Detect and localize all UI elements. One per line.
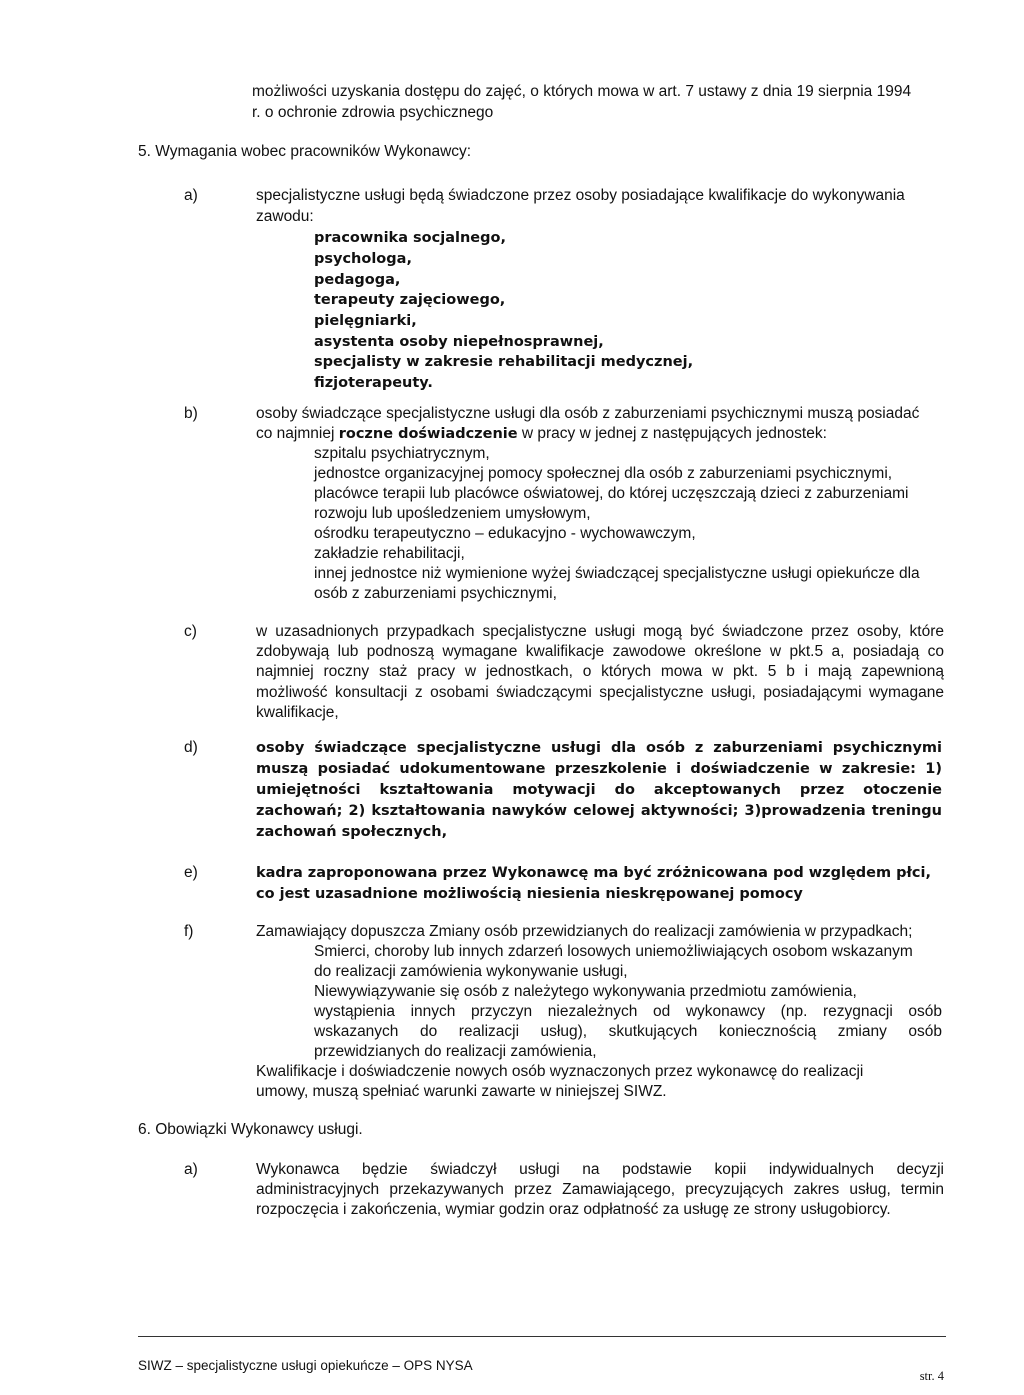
item-f-sub-line: Niewywiązywanie się osób z należytego wykonywania przedmiotu zamówienia,: [314, 983, 857, 1000]
item-d-marker: d): [184, 739, 198, 756]
unit-item: innej jednostce niż wymienione wyżej świadczącej specjalistyczne usługi opiekuńcze dla: [314, 565, 920, 582]
item-c-marker: c): [184, 623, 197, 640]
profession-item: specjalisty w zakresie rehabilitacji medycznej,: [314, 354, 694, 370]
profession-item: fizjoterapeuty.: [314, 375, 433, 391]
item-b-marker: b): [184, 405, 198, 422]
item-f-line-1: Zamawiający dopuszcza Zmiany osób przewidzianych do realizacji zamówienia w przypadkach;: [256, 923, 913, 940]
profession-item: pedagoga,: [314, 272, 401, 288]
unit-item: osób z zaburzeniami psychicznymi,: [314, 585, 557, 602]
item-6a-line: rozpoczęcia i zakończenia, wymiar godzin oraz odpłatność za usługę ze strony usługobiorcy.: [256, 1201, 891, 1218]
item-6a-line: administracyjnych przekazywanych przez Zamawiającego, precyzujących zakres usług, termin: [256, 1181, 944, 1198]
unit-item: szpitalu psychiatrycznym,: [314, 445, 490, 462]
item-f-sub-line: wystąpienia innych przyczyn niezależnych od wykonawcy (np. rezygnacji osób: [314, 1003, 942, 1020]
unit-item: jednostce organizacyjnej pomocy społecznej dla osób z zaburzeniami psychicznymi,: [314, 465, 893, 482]
item-f-sub-line: Smierci, choroby lub innych zdarzeń losowych uniemożliwiających osobom wskazanym: [314, 943, 913, 960]
item-e-line: co jest uzasadnione możliwością niesienia nieskrępowanej pomocy: [256, 886, 803, 902]
item-f-sub-line: przewidzianych do realizacji zamówienia,: [314, 1043, 597, 1060]
item-a-line-1: specjalistyczne usługi będą świadczone przez osoby posiadające kwalifikacje do wykonywania: [256, 187, 905, 204]
item-b-line-2-bold: roczne doświadczenie: [338, 426, 518, 442]
unit-item: rozwoju lub upośledzeniem umysłowym,: [314, 505, 591, 522]
unit-item: ośrodku terapeutyczno – edukacyjno - wychowawczym,: [314, 525, 696, 542]
item-b-line-1: osoby świadczące specjalistyczne usługi dla osób z zaburzeniami psychicznymi muszą posiadać: [256, 405, 920, 422]
item-c-line: kwalifikacje,: [256, 704, 339, 721]
footer-text: SIWZ – specjalistyczne usługi opiekuńcze – OPS NYSA: [138, 1358, 473, 1373]
unit-item: zakładzie rehabilitacji,: [314, 545, 465, 562]
item-6a-marker: a): [184, 1161, 198, 1178]
profession-item: asystenta osoby niepełnosprawnej,: [314, 334, 604, 350]
item-a-marker: a): [184, 187, 198, 204]
page-number: str. 4: [919, 1369, 944, 1383]
profession-item: pracownika socjalnego,: [314, 230, 506, 246]
item-d-line: muszą posiadać udokumentowane przeszkolenie i doświadczenie w zakresie: 1): [256, 761, 942, 777]
intro-line-1: możliwości uzyskania dostępu do zajęć, o których mowa w art. 7 ustawy z dnia 19 sierpnia 1994: [252, 83, 912, 100]
profession-item: pielęgniarki,: [314, 313, 417, 329]
item-f-sub-line: do realizacji zamówienia wykonywanie usługi,: [314, 963, 628, 980]
item-f-sub-line: wskazanych do realizacji usług), skutkujących koniecznością zmiany osób: [314, 1023, 942, 1040]
section-5-heading: 5. Wymagania wobec pracowników Wykonawcy:: [138, 143, 472, 160]
item-e-marker: e): [184, 864, 198, 881]
item-d-line: zachowań; 2) kształtowania nawyków celowej aktywności; 3)prowadzenia treningu: [256, 803, 942, 819]
section-6-heading: 6. Obowiązki Wykonawcy usługi.: [138, 1121, 363, 1138]
item-b-line-2-post: w pracy w jednej z następujących jednostek:: [521, 425, 827, 442]
item-f-marker: f): [184, 923, 194, 940]
item-d-line: umiejętności kształtowania motywacji do akceptowanych przez otoczenie: [256, 782, 942, 798]
item-b-line-2: [256, 424, 827, 444]
footer-divider: [138, 1336, 946, 1337]
item-c-line: najmniej roczny staż pracy w jednostkach, o których mowa w pkt. 5 b i mają zapewnioną: [256, 663, 944, 680]
item-b-line-2-pre: co najmniej: [256, 425, 335, 442]
item-f-closing-line: umowy, muszą spełniać warunki zawarte w niniejszej SIWZ.: [256, 1083, 667, 1100]
item-a-line-2: zawodu:: [256, 208, 314, 225]
profession-item: psychologa,: [314, 251, 412, 267]
item-c-line: możliwość konsultacji z osobami świadczącymi specjalistyczne usługi, posiadającymi wymagane: [256, 684, 944, 701]
item-d-line: osoby świadczące specjalistyczne usługi dla osób z zaburzeniami psychicznymi: [256, 740, 942, 756]
item-d-line: zachowań społecznych,: [256, 824, 448, 840]
profession-item: terapeuty zajęciowego,: [314, 292, 506, 308]
item-f-closing-line: Kwalifikacje i doświadczenie nowych osób wyznaczonych przez wykonawcę do realizacji: [256, 1063, 864, 1080]
unit-item: placówce terapii lub placówce oświatowej, do której uczęszczają dzieci z zaburzeniami: [314, 485, 909, 502]
item-6a-line: Wykonawca będzie świadczył usługi na podstawie kopii indywidualnych decyzji: [256, 1161, 944, 1178]
item-c-line: zdobywają lub podnoszą wymagane kwalifikacje zawodowe określone w pkt.5 a, posiadają co: [256, 643, 944, 660]
item-e-line: kadra zaproponowana przez Wykonawcę ma być zróżnicowana pod względem płci,: [256, 865, 931, 881]
intro-line-2: r. o ochronie zdrowia psychicznego: [252, 104, 494, 121]
item-c-line: w uzasadnionych przypadkach specjalistyczne usługi mogą być świadczone przez osoby, które: [256, 623, 944, 640]
